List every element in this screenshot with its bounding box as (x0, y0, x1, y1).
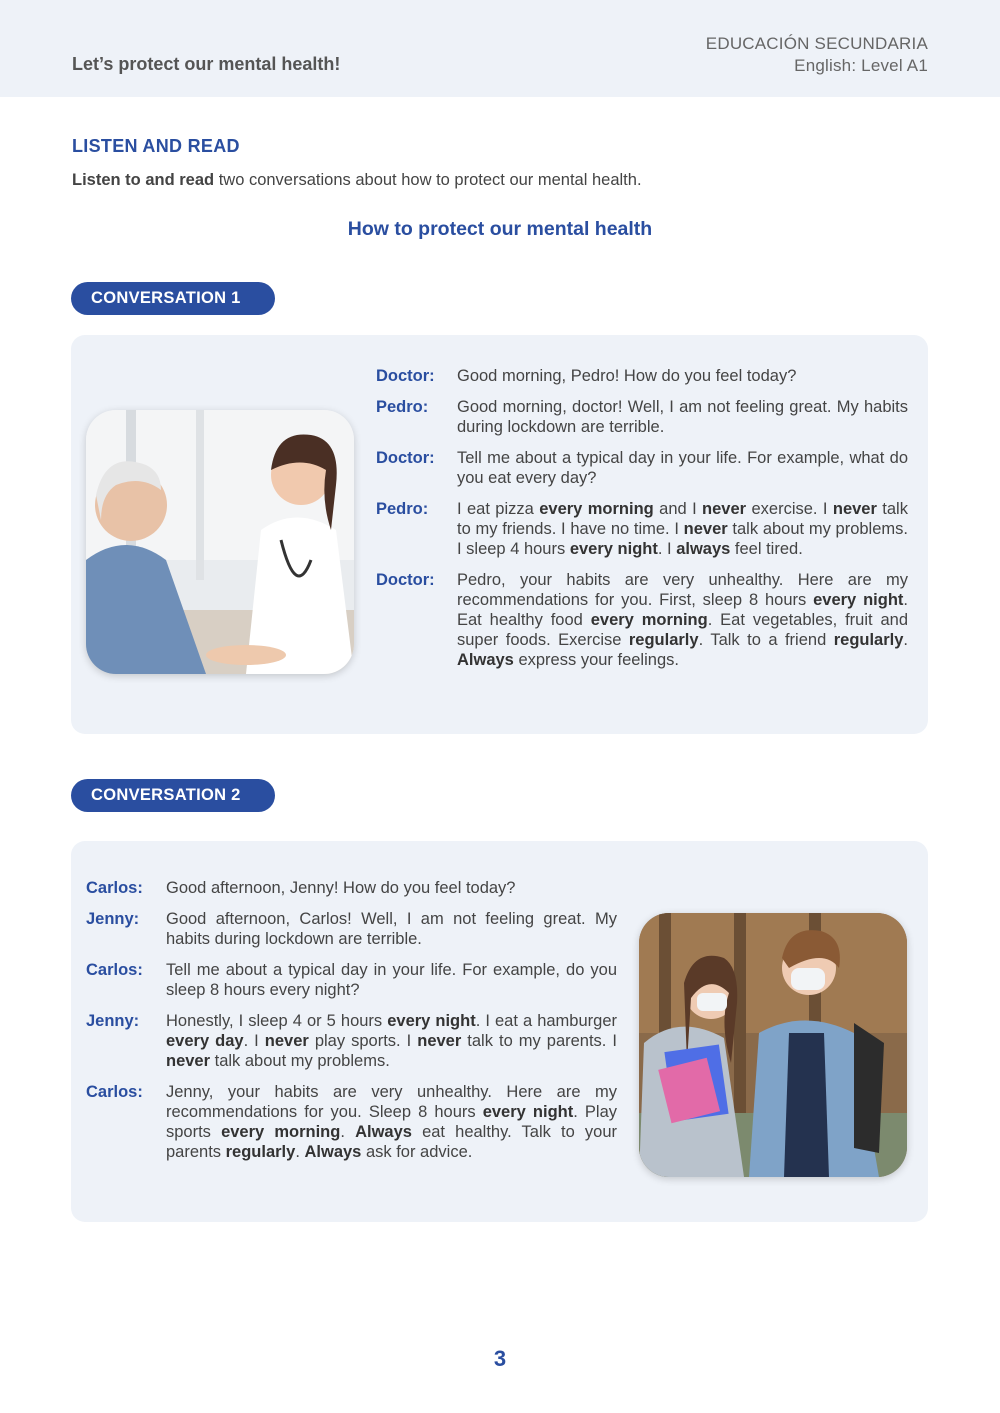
speech-emphasis: regularly (833, 631, 904, 649)
speech-text (166, 909, 617, 949)
speech-emphasis: never (264, 1032, 309, 1050)
speaker-name: Carlos: (86, 1083, 143, 1101)
speech-segment: I eat pizza (457, 500, 540, 518)
speaker-name: Carlos: (86, 879, 143, 897)
instructions-text: two conversations about how to protect our mental health. (214, 171, 642, 189)
speaker-name: Jenny: (86, 910, 140, 928)
speech-emphasis: every night (813, 591, 904, 609)
speech-text (457, 397, 908, 437)
reading-title: How to protect our mental health (347, 218, 653, 240)
speech-segment: Tell me about a typical day in your life. For example, what do you eat every day? (457, 449, 908, 487)
page-header (0, 0, 1000, 97)
education-level: EDUCACIÓN SECUNDARIA (705, 34, 928, 53)
speech-segment: Tell me about a typical day in your life. For example, do you sleep 8 hours every night? (166, 961, 617, 999)
speech-emphasis: every morning (221, 1123, 341, 1141)
speech-text (166, 1011, 617, 1071)
dialog-line (376, 570, 908, 670)
conversation-1-dialog (376, 366, 908, 670)
speech-segment: . Eat healthy food (457, 591, 908, 629)
speech-text (457, 448, 908, 488)
speech-segment: talk to my parents. I (461, 1032, 617, 1050)
speech-segment: and I (653, 500, 703, 518)
speech-segment: ask for advice. (361, 1143, 473, 1161)
speech-segment: . (903, 631, 909, 649)
dialog-line (86, 1011, 617, 1071)
speaker-name: Carlos: (86, 961, 143, 979)
english-level: English: Level A1 (794, 56, 928, 75)
speech-segment: play sports. I (308, 1032, 418, 1050)
speech-segment: talk about my problems. I sleep 4 hours (457, 520, 908, 558)
speech-emphasis: Always (355, 1123, 412, 1141)
dialog-line (376, 448, 908, 488)
speech-emphasis: never (832, 500, 877, 518)
speech-segment: Good morning, doctor! Well, I am not feeling great. My habits during lockdown are terrible. (457, 398, 908, 436)
speech-text (166, 960, 617, 1000)
instructions (72, 171, 642, 190)
speech-segment: . (295, 1143, 305, 1161)
speech-text (457, 570, 908, 670)
speech-segment: talk about my problems. (210, 1052, 390, 1070)
speech-text (457, 366, 908, 386)
speaker-name: Doctor: (376, 367, 435, 385)
doctor-patient-photo (86, 410, 354, 674)
speech-emphasis: never (166, 1052, 211, 1070)
speech-emphasis: every morning (539, 500, 654, 518)
speech-segment: Pedro, your habits are very unhealthy. Here are my recommendations for you. First, sleep 8 hours (457, 571, 908, 609)
dialog-line (86, 878, 617, 898)
dialog-line (86, 909, 617, 949)
course-level (706, 33, 928, 77)
speech-segment: . Play sports (166, 1103, 617, 1141)
speech-segment: express your feelings. (513, 651, 679, 669)
speech-emphasis: every night (387, 1012, 476, 1030)
dialog-line (376, 366, 908, 386)
speaker-name: Pedro: (376, 500, 429, 518)
dialog-line (86, 960, 617, 1000)
speech-emphasis: every night (569, 540, 658, 558)
speech-segment: talk to my friends. I have no time. I (457, 500, 908, 538)
speech-segment: . I (657, 540, 677, 558)
dialog-line (376, 397, 908, 437)
dialog-line (376, 499, 908, 559)
instructions-bold: Listen to and read (72, 171, 215, 189)
speech-segment: Good afternoon, Carlos! Well, I am not feeling great. My habits during lockdown are terrible. (166, 910, 617, 948)
speech-segment: Honestly, I sleep 4 or 5 hours (166, 1012, 388, 1030)
speech-segment: . (340, 1123, 356, 1141)
speech-segment: feel tired. (730, 540, 803, 558)
speech-segment: exercise. I (746, 500, 833, 518)
speaker-name: Pedro: (376, 398, 429, 416)
speech-text (166, 878, 617, 898)
speaker-name: Jenny: (86, 1012, 140, 1030)
speaker-name: Doctor: (376, 449, 435, 467)
students-masks-photo (639, 913, 907, 1177)
speech-text (457, 499, 908, 559)
speech-text (166, 1082, 617, 1162)
speech-segment: Good afternoon, Jenny! How do you feel today? (166, 879, 516, 897)
speech-emphasis: always (676, 540, 731, 558)
speech-segment: . Eat vegetables, fruit and super foods. Exercise (457, 611, 908, 649)
speech-segment: . Talk to a friend (698, 631, 834, 649)
conversation-2-dialog (86, 878, 617, 1162)
speech-emphasis: never (417, 1032, 462, 1050)
conversation-1-label: CONVERSATION 1 (71, 282, 275, 315)
conversation-2-label: CONVERSATION 2 (71, 779, 275, 812)
section-heading: LISTEN AND READ (72, 136, 240, 156)
speech-emphasis: regularly (628, 631, 699, 649)
speech-emphasis: every morning (590, 611, 708, 629)
speaker-name: Doctor: (376, 571, 435, 589)
speech-emphasis: every night (482, 1103, 574, 1121)
speech-segment: eat healthy. Talk to your parents (166, 1123, 617, 1161)
speech-emphasis: never (683, 520, 728, 538)
speech-segment: Good morning, Pedro! How do you feel today? (457, 367, 797, 385)
speech-emphasis: never (702, 500, 747, 518)
speech-segment: Jenny, your habits are very unhealthy. Here are my recommendations for you. Sleep 8 hours (166, 1083, 617, 1121)
conversation-1-panel (71, 335, 928, 734)
speech-segment: . I (243, 1032, 265, 1050)
speech-segment: . I eat a hamburger (475, 1012, 617, 1030)
speech-emphasis: regularly (225, 1143, 296, 1161)
conversation-2-panel (71, 841, 928, 1222)
speech-emphasis: every day (166, 1032, 244, 1050)
speech-emphasis: Always (457, 651, 514, 669)
document-title: Let’s protect our mental health! (72, 54, 341, 74)
speech-emphasis: Always (304, 1143, 362, 1161)
page-number: 3 (493, 1346, 507, 1371)
dialog-line (86, 1082, 617, 1162)
